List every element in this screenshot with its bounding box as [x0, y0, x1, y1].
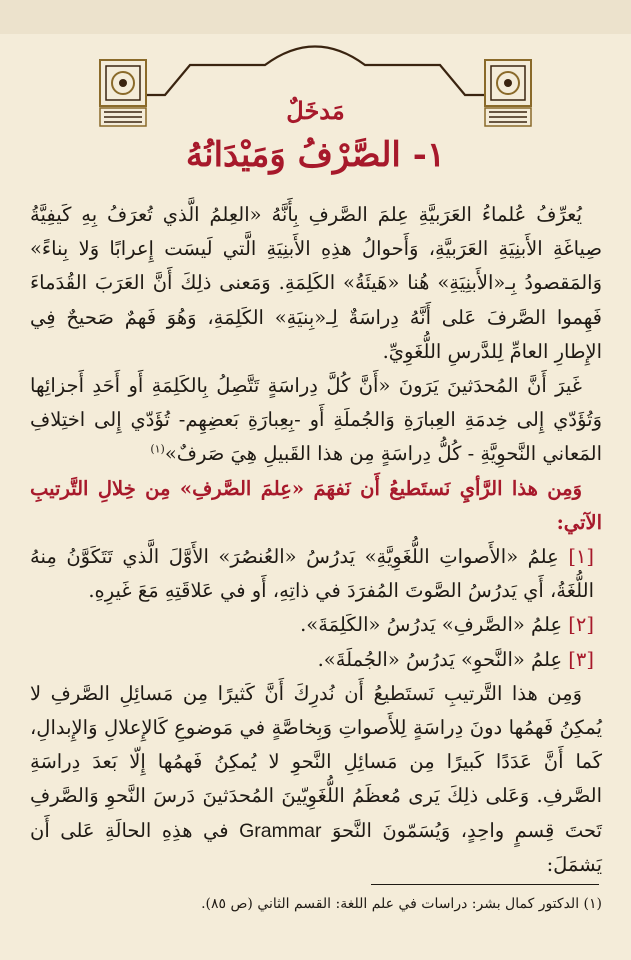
list-item — [30, 608, 602, 642]
list-item — [30, 540, 602, 608]
main-body-text — [30, 198, 602, 882]
chapter-heading — [0, 92, 631, 180]
paragraph-2 — [30, 369, 602, 472]
footnote: (١) الدكتور كمال بشر: دراسات في علم اللغة: القسم الثاني (ص ٨٥). — [201, 896, 602, 912]
footnote-divider — [371, 884, 599, 885]
paragraph-2-text: غَيرَ أَنَّ المُحدَثينَ يَرَونَ «أَنَّ كُلَّ دِراسَةٍ تَتَّصِلُ بِالكَلِمَةِ أَو أَحَدِ أَجزائِها وَتُؤَدّي إِلى خِدمَةِ العِبارَةِ وَالجُملَةِ أَو -بِعِبارَةِ بَعضِهِم- تُؤَدّي إِلى اختِلافِ المَعاني النَّحوِيَّةِ - كُلُّ دِراسَةٍ مِن هذا القَبيلِ هِيَ صَرفٌ» — [30, 374, 602, 466]
list-item — [30, 643, 602, 677]
list-item-number: [١] — [568, 545, 595, 569]
section-kicker: مَدخَلٌ — [286, 96, 345, 125]
list-item-number: [٣] — [568, 647, 594, 671]
list-item-number: [٢] — [568, 613, 594, 637]
grammar-term: Grammar — [239, 819, 322, 842]
paragraph-4-text-b: في هذِهِ الحالَةِ عَلى أَن يَشمَلَ: — [30, 818, 602, 876]
list-item-text: عِلمُ «النَّحوِ» يَدرُسُ «الجُملَةَ». — [317, 647, 563, 671]
list-item-text: عِلمُ «الأَصواتِ اللُّغَوِيَّةِ» يَدرُسُ «العُنصُرَ» الأَوَّلَ الَّذي تَتَكَوَّنُ مِنهُ اللُّغَةُ، أَي يَدرُسُ الصَّوتَ المُفرَدَ في ذاتِهِ، أَو في عَلاقَتِهِ مَعَ غَيرِهِ. — [30, 545, 594, 603]
paragraph-4 — [30, 677, 602, 882]
ordering-lead: وَمِن هذا الرَّأيِ نَستَطيعُ أَن نَفهَمَ «عِلمَ الصَّرفِ» مِن خِلالِ التَّرتيبِ الآتي: — [30, 476, 602, 534]
paragraph-1: يُعرِّفُ عُلماءُ العَرَبيَّةِ عِلمَ الصَّرفِ بِأَنَّهُ «العِلمُ الَّذي تُعرَفُ بِهِ كَيفِيَّةُ صِياغَةِ الأَبنِيَةِ العَرَبيَّةِ، وَأَحوالُ هذِهِ الأَبنِيَةِ الَّتي لَيسَت إِعرابًا وَلا بِناءً» وَالمَقصودُ بِـ«الأَبنِيَةِ» هُنا «هَيئَةُ» الكَلِمَةِ. وَمَعنى ذلِكَ أَنَّ العَرَبَ القُدَماءَ فَهِموا الصَّرفَ عَلى أَنَّهُ دِراسَةٌ لِـ«بِنيَةِ» الكَلِمَةِ، وَهُوَ فَهمٌ صَحيحٌ فِي الإِطارِ العامِّ لِلدَّرسِ اللُّغَوِيِّ. — [30, 203, 602, 363]
paragraph-4-text-a: وَمِن هذا التَّرتيبِ نَستَطيعُ أَن نُدرِكَ أَنَّ كَثيرًا مِن مَسائِلِ الصَّرفِ لا يُمكِنُ فَهمُها دونَ دِراسَةٍ لِلأَصواتِ وَبِخاصَّةٍ في مَوضوعِ كَالإِعلالِ وَالإِبدالِ، كَما أَنَّ عَدَدًا كَبيرًا مِن مَسائِلِ النَّحوِ لا يُمكِنُ فَهمُها إِلّا بَعدَ دِراسَةِ الصَّرفِ. وَعَلى ذلِكَ يَرى مُعظَمُ اللُّغَوِيّينَ المُحدَثينَ دَرسَ النَّحوِ وَالصَّرفِ تَحتَ قِسمٍ واحِدٍ، وَيُسَمّونَ النَّحوَ — [30, 681, 602, 842]
chapter-title: ١- الصَّرْفُ وَمَيْدَانُهُ — [185, 135, 446, 175]
header-arch-line — [105, 47, 525, 96]
footnote-ref: (١) — [150, 442, 165, 456]
list-item-text: عِلمُ «الصَّرفِ» يَدرُسُ «الكَلِمَةَ». — [300, 613, 563, 637]
